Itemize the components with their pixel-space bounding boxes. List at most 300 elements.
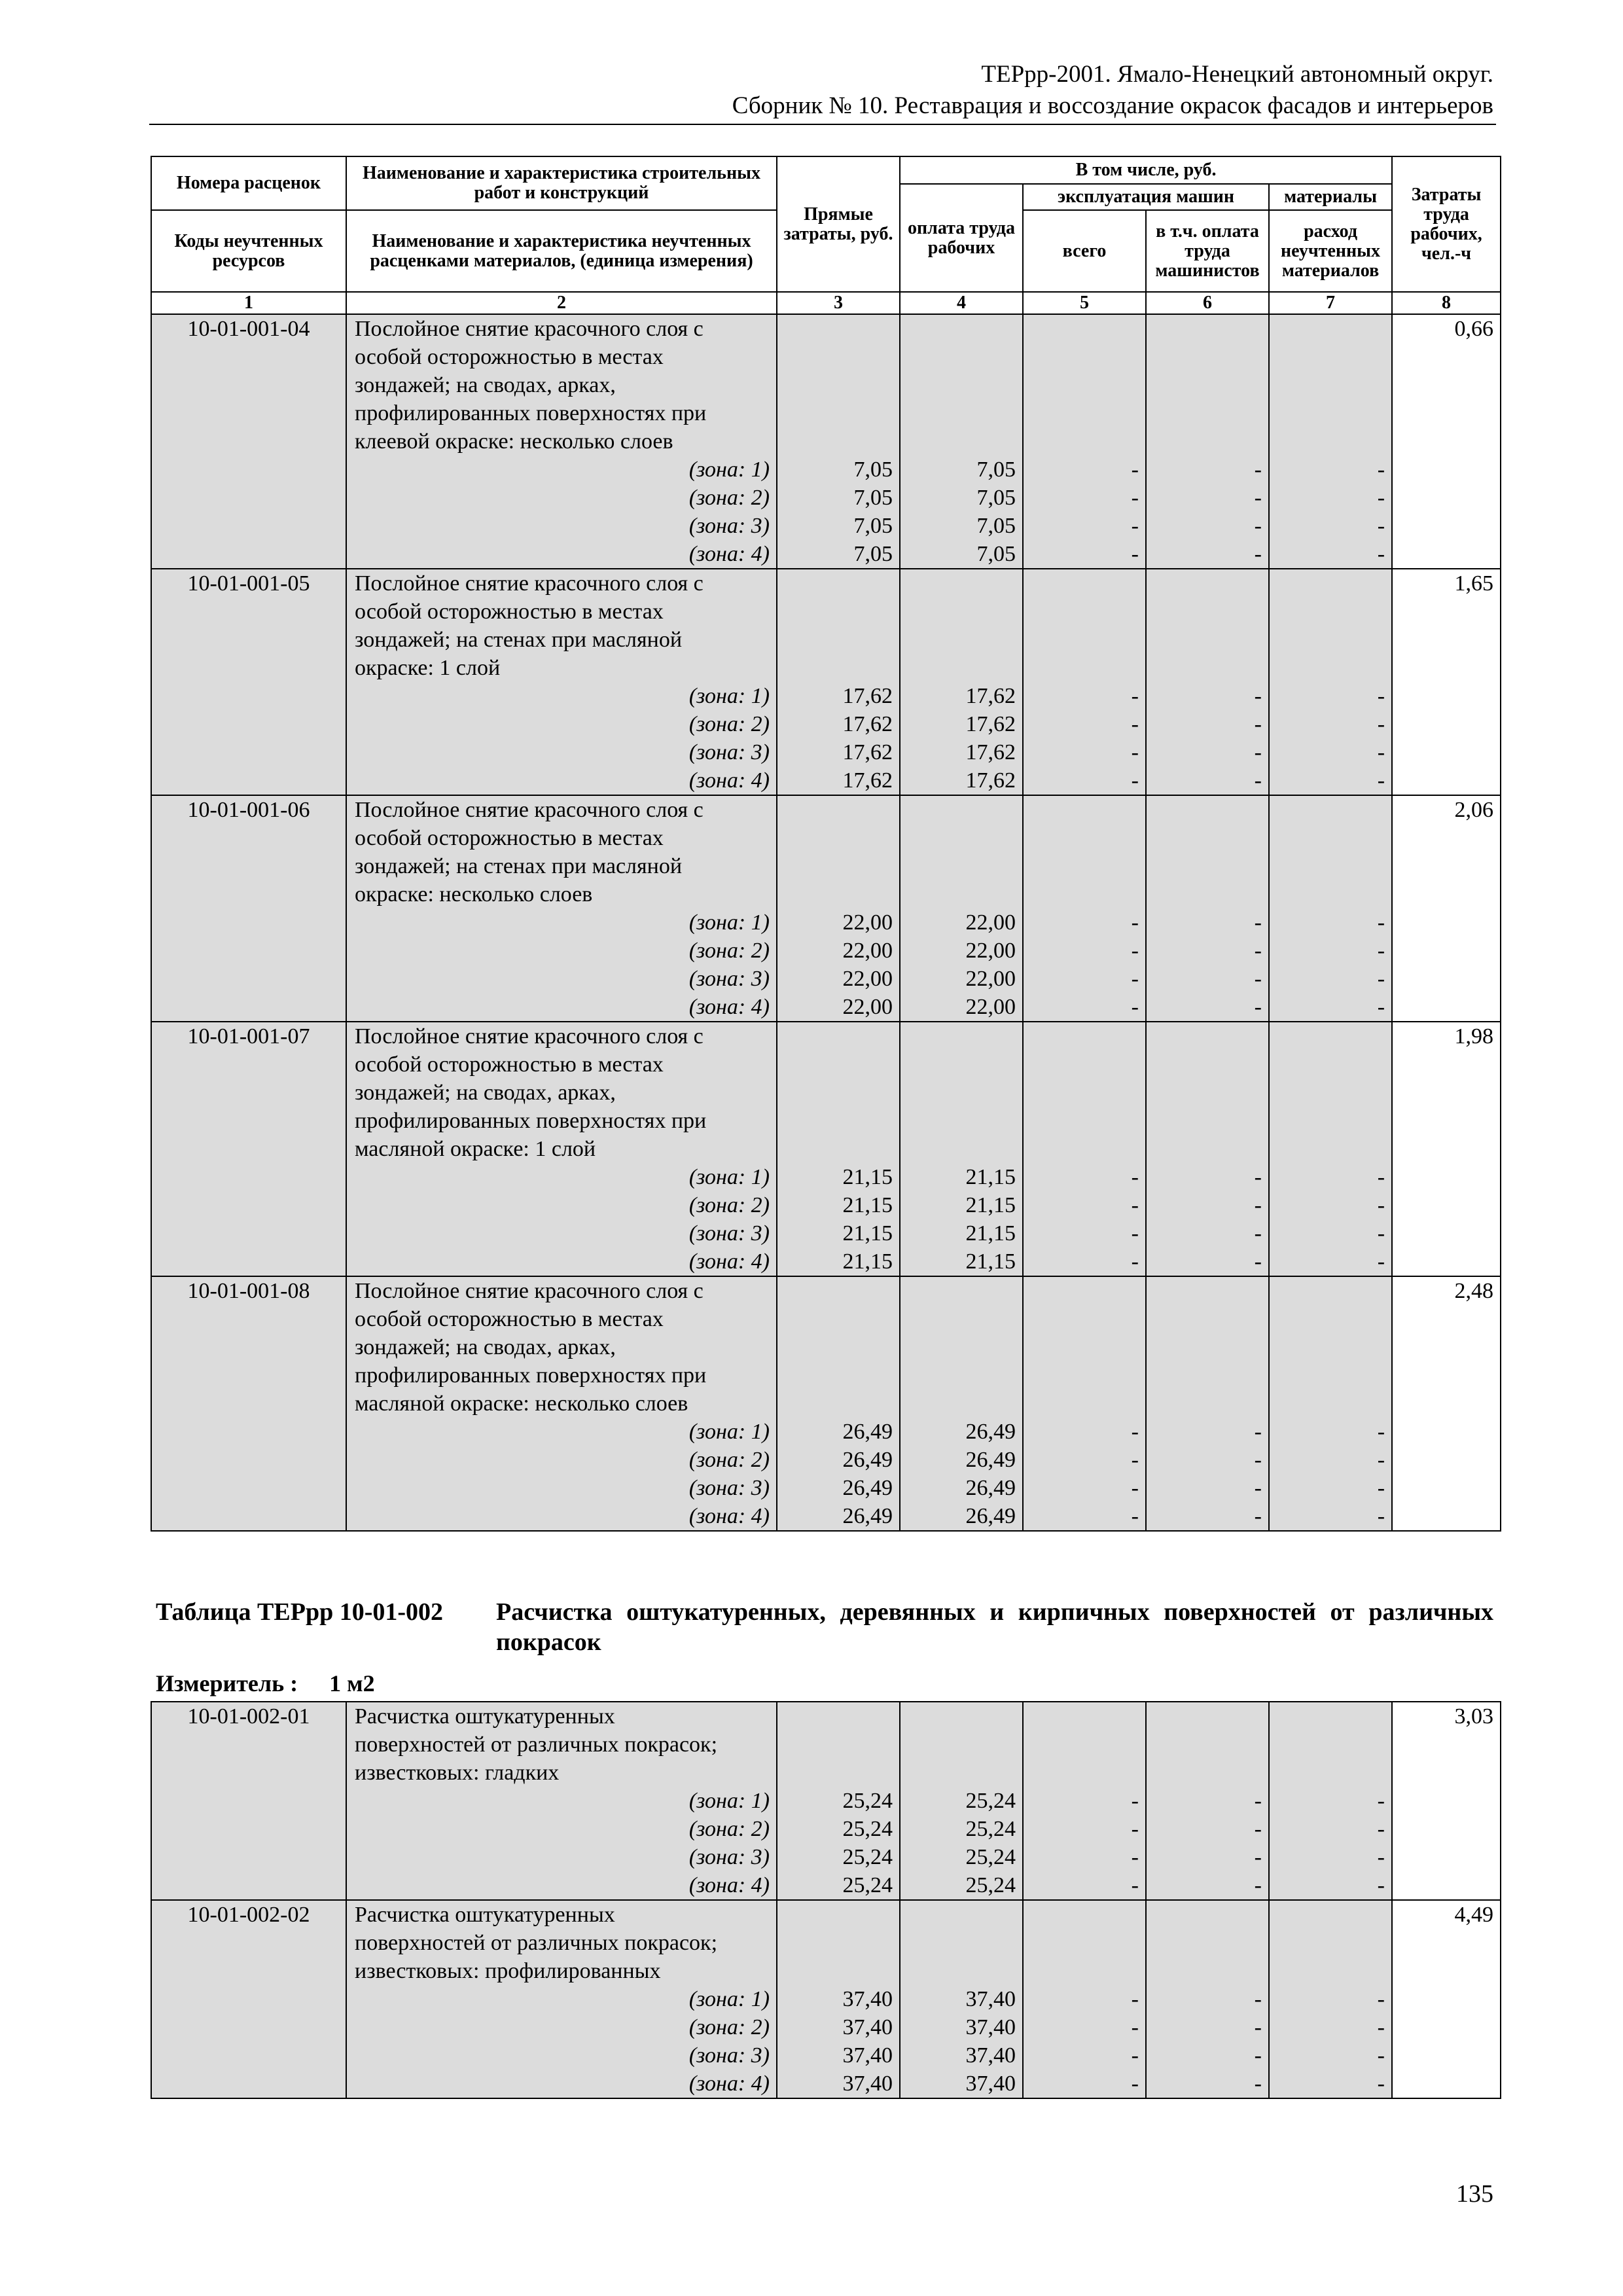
spacer-line <box>1024 1759 1139 1787</box>
spacer-line <box>901 399 1016 427</box>
spacer-line <box>1270 824 1385 852</box>
spacer-line <box>1024 315 1139 343</box>
spacer-line <box>1270 1361 1385 1390</box>
rate-code: 10-01-001-06 <box>151 795 346 1022</box>
spacer-line <box>1147 1929 1262 1957</box>
labor-cost: 2,48 <box>1392 1276 1501 1531</box>
machines-total-cell <box>1023 1900 1146 2098</box>
description-line: окраске: несколько слоев <box>355 882 593 906</box>
spacer-line <box>901 1361 1016 1390</box>
spacer-line <box>1024 1079 1139 1107</box>
spacer-line <box>1147 1901 1262 1929</box>
spacer-line <box>777 371 893 399</box>
spacer-line <box>1270 343 1385 371</box>
machinist-pay-value: - <box>1254 768 1262 793</box>
direct-cost-value: 37,40 <box>842 1987 893 2011</box>
machines-total-cell <box>1023 314 1146 569</box>
spacer-line <box>777 1107 893 1135</box>
spacer-line <box>1270 1731 1385 1759</box>
spacer-line <box>1024 427 1139 456</box>
direct-cost-value: 22,00 <box>842 967 893 991</box>
spacer-line <box>901 1333 1016 1361</box>
zone-label: (зона: 2) <box>688 486 770 510</box>
machines-total-value: - <box>1131 1165 1139 1189</box>
spacer-line <box>777 852 893 880</box>
machinist-pay-cell <box>1146 1022 1269 1276</box>
direct-cost-value: 26,49 <box>842 1476 893 1500</box>
direct-cost-value: 21,15 <box>842 1193 893 1217</box>
spacer-line <box>1147 654 1262 682</box>
machinist-pay-value: - <box>1254 1789 1262 1813</box>
spacer-line <box>1024 399 1139 427</box>
machines-total-value: - <box>1131 1789 1139 1813</box>
spacer-line <box>1270 1901 1385 1929</box>
spacer-line <box>901 343 1016 371</box>
spacer-line <box>1270 880 1385 908</box>
col-number: 2 <box>346 292 777 314</box>
col-head-including: В том числе, руб. <box>900 156 1392 184</box>
spacer-line <box>777 399 893 427</box>
spacer-line <box>1024 626 1139 654</box>
spacer-line <box>1024 343 1139 371</box>
material-use-cell <box>1269 1022 1392 1276</box>
zone-label: (зона: 3) <box>688 1845 770 1869</box>
spacer-line <box>901 1901 1016 1929</box>
description-line: зондажей; на сводах, арках, <box>355 1335 616 1359</box>
material-use-value: - <box>1377 514 1385 538</box>
machinist-pay-value: - <box>1254 514 1262 538</box>
direct-cost-value: 26,49 <box>842 1420 893 1444</box>
description-line: Послойное снятие красочного слоя с <box>355 571 704 596</box>
spacer-line <box>1270 598 1385 626</box>
spacer-line <box>901 427 1016 456</box>
machines-total-value: - <box>1131 1817 1139 1841</box>
spacer-line <box>1270 1079 1385 1107</box>
zone-label: (зона: 2) <box>688 712 770 736</box>
spacer-line <box>1147 427 1262 456</box>
spacer-line <box>1270 1135 1385 1163</box>
material-use-value: - <box>1377 740 1385 764</box>
description-line: масляной окраске: несколько слоев <box>355 1391 688 1416</box>
spacer-line <box>1147 598 1262 626</box>
zone-label: (зона: 4) <box>688 542 770 566</box>
description-line: масляной окраске: 1 слой <box>355 1137 596 1161</box>
machines-total-value: - <box>1131 939 1139 963</box>
spacer-line <box>901 852 1016 880</box>
spacer-line <box>901 824 1016 852</box>
table-row <box>151 795 1501 1022</box>
spacer-line <box>901 1929 1016 1957</box>
spacer-line <box>1024 1333 1139 1361</box>
direct-cost-value: 7,05 <box>853 514 893 538</box>
machines-total-cell <box>1023 1022 1146 1276</box>
measure-value: 1 м2 <box>329 1670 375 1696</box>
measure-unit <box>156 1669 375 1698</box>
machinist-pay-value: - <box>1254 684 1262 708</box>
spacer-line <box>1024 1731 1139 1759</box>
workers-pay-value: 17,62 <box>965 768 1016 793</box>
machines-total-value: - <box>1131 1476 1139 1500</box>
spacer-line <box>1024 824 1139 852</box>
machines-total-value: - <box>1131 542 1139 566</box>
spacer-line <box>1270 1305 1385 1333</box>
zone-label: (зона: 3) <box>688 967 770 991</box>
work-description <box>346 1276 777 1531</box>
col-number: 5 <box>1023 292 1146 314</box>
spacer-line <box>1270 569 1385 598</box>
col-number: 3 <box>777 292 900 314</box>
spacer-line <box>1147 343 1262 371</box>
zone-label: (зона: 2) <box>688 1448 770 1472</box>
workers-pay-value: 17,62 <box>965 684 1016 708</box>
spacer-line <box>777 1702 893 1731</box>
spacer-line <box>777 654 893 682</box>
machines-total-value: - <box>1131 2015 1139 2039</box>
machines-total-value: - <box>1131 740 1139 764</box>
machinist-pay-value: - <box>1254 1165 1262 1189</box>
direct-cost-value: 21,15 <box>842 1249 893 1274</box>
description-line: особой осторожностью в местах <box>355 826 664 850</box>
machines-total-value: - <box>1131 486 1139 510</box>
col-head-direct-costs: Прямые затраты, руб. <box>777 156 900 292</box>
workers-pay-value: 26,49 <box>965 1420 1016 1444</box>
machines-total-cell <box>1023 569 1146 795</box>
spacer-line <box>1147 1277 1262 1305</box>
workers-pay-value: 37,40 <box>965 2043 1016 2068</box>
table-row <box>151 1702 1501 1900</box>
workers-pay-cell <box>900 1022 1023 1276</box>
description-line: зондажей; на стенах при масляной <box>355 628 683 652</box>
material-use-value: - <box>1377 1987 1385 2011</box>
description-line: клеевой окраске: несколько слоев <box>355 429 673 454</box>
spacer-line <box>1270 1957 1385 1985</box>
machines-total-value: - <box>1131 967 1139 991</box>
table-2-title: Расчистка оштукатуренных, деревянных и кирпичных поверхностей от различных покрасок <box>496 1598 1493 1656</box>
material-use-value: - <box>1377 1420 1385 1444</box>
spacer-line <box>1024 371 1139 399</box>
spacer-line <box>1147 1333 1262 1361</box>
spacer-line <box>1024 1135 1139 1163</box>
zone-label: (зона: 4) <box>688 1249 770 1274</box>
machines-total-value: - <box>1131 1221 1139 1246</box>
direct-cost-value: 22,00 <box>842 939 893 963</box>
description-line: профилированных поверхностях при <box>355 1363 707 1388</box>
spacer-line <box>1147 626 1262 654</box>
col-head-material-names: Наименование и характеристика неучтенных расценками материалов, (единица измерения) <box>346 210 777 292</box>
spacer-line <box>901 569 1016 598</box>
spacer-line <box>1270 1702 1385 1731</box>
zone-label: (зона: 4) <box>688 1504 770 1528</box>
col-number: 7 <box>1269 292 1392 314</box>
spacer-line <box>1270 852 1385 880</box>
workers-pay-cell <box>900 314 1023 569</box>
workers-pay-value: 21,15 <box>965 1165 1016 1189</box>
work-description <box>346 1702 777 1900</box>
spacer-line <box>901 1135 1016 1163</box>
material-use-value: - <box>1377 1193 1385 1217</box>
material-use-cell <box>1269 1900 1392 2098</box>
machinist-pay-value: - <box>1254 1476 1262 1500</box>
col-head-rate-numbers: Номера расценок <box>151 156 346 210</box>
labor-cost: 4,49 <box>1392 1900 1501 2098</box>
description-line: известковых: гладких <box>355 1761 560 1785</box>
spacer-line <box>777 1759 893 1787</box>
material-use-value: - <box>1377 995 1385 1019</box>
spacer-line <box>1147 1022 1262 1050</box>
spacer-line <box>1024 796 1139 824</box>
description-line: зондажей; на сводах, арках, <box>355 373 616 397</box>
zone-label: (зона: 3) <box>688 2043 770 2068</box>
machinist-pay-cell <box>1146 1276 1269 1531</box>
direct-cost-value: 17,62 <box>842 684 893 708</box>
labor-cost: 3,03 <box>1392 1702 1501 1900</box>
zone-label: (зона: 1) <box>688 1165 770 1189</box>
machines-total-cell <box>1023 1702 1146 1900</box>
machines-total-value: - <box>1131 712 1139 736</box>
direct-cost-value: 25,24 <box>842 1817 893 1841</box>
material-use-value: - <box>1377 967 1385 991</box>
zone-label: (зона: 4) <box>688 995 770 1019</box>
material-use-value: - <box>1377 1873 1385 1897</box>
spacer-line <box>777 1390 893 1418</box>
machines-total-value: - <box>1131 1987 1139 2011</box>
machinist-pay-value: - <box>1254 1817 1262 1841</box>
workers-pay-value: 26,49 <box>965 1504 1016 1528</box>
spacer-line <box>777 796 893 824</box>
work-description <box>346 569 777 795</box>
material-use-value: - <box>1377 939 1385 963</box>
spacer-line <box>1024 1702 1139 1731</box>
workers-pay-value: 25,24 <box>965 1845 1016 1869</box>
workers-pay-value: 22,00 <box>965 939 1016 963</box>
col-number: 6 <box>1146 292 1269 314</box>
workers-pay-value: 25,24 <box>965 1817 1016 1841</box>
spacer-line <box>777 1305 893 1333</box>
labor-cost: 0,66 <box>1392 314 1501 569</box>
work-description <box>346 314 777 569</box>
spacer-line <box>901 1390 1016 1418</box>
spacer-line <box>901 1957 1016 1985</box>
machines-total-cell <box>1023 1276 1146 1531</box>
spacer-line <box>1270 427 1385 456</box>
spacer-line <box>777 1361 893 1390</box>
material-use-value: - <box>1377 768 1385 793</box>
material-use-value: - <box>1377 712 1385 736</box>
material-use-value: - <box>1377 2072 1385 2096</box>
rates-table-header <box>151 156 1501 1532</box>
spacer-line <box>1270 1333 1385 1361</box>
labor-cost: 1,65 <box>1392 569 1501 795</box>
zone-label: (зона: 2) <box>688 939 770 963</box>
spacer-line <box>1147 1957 1262 1985</box>
zone-label: (зона: 4) <box>688 1873 770 1897</box>
material-use-value: - <box>1377 910 1385 935</box>
workers-pay-value: 25,24 <box>965 1789 1016 1813</box>
spacer-line <box>1024 1361 1139 1390</box>
rate-code: 10-01-002-02 <box>151 1900 346 2098</box>
description-line: профилированных поверхностях при <box>355 1109 707 1133</box>
zone-label: (зона: 2) <box>688 1817 770 1841</box>
spacer-line <box>1270 371 1385 399</box>
spacer-line <box>777 1022 893 1050</box>
spacer-line <box>777 569 893 598</box>
workers-pay-value: 22,00 <box>965 910 1016 935</box>
spacer-line <box>1147 796 1262 824</box>
spacer-line <box>1024 1277 1139 1305</box>
spacer-line <box>777 1135 893 1163</box>
machinist-pay-cell <box>1146 1702 1269 1900</box>
spacer-line <box>777 1929 893 1957</box>
spacer-line <box>1270 654 1385 682</box>
machinist-pay-value: - <box>1254 2043 1262 2068</box>
work-description <box>346 1900 777 2098</box>
spacer-line <box>1147 1107 1262 1135</box>
description-line: профилированных поверхностях при <box>355 401 707 425</box>
spacer-line <box>777 1333 893 1361</box>
spacer-line <box>901 796 1016 824</box>
material-use-cell <box>1269 314 1392 569</box>
workers-pay-value: 17,62 <box>965 712 1016 736</box>
spacer-line <box>901 1759 1016 1787</box>
description-line: Послойное снятие красочного слоя с <box>355 1024 704 1049</box>
workers-pay-value: 22,00 <box>965 995 1016 1019</box>
col-number: 8 <box>1392 292 1501 314</box>
spacer-line <box>1024 654 1139 682</box>
description-line: окраске: 1 слой <box>355 656 501 680</box>
spacer-line <box>777 626 893 654</box>
spacer-line <box>1024 1901 1139 1929</box>
spacer-line <box>1024 852 1139 880</box>
material-use-value: - <box>1377 1789 1385 1813</box>
spacer-line <box>1147 1050 1262 1079</box>
machines-total-value: - <box>1131 684 1139 708</box>
material-use-value: - <box>1377 1845 1385 1869</box>
machines-total-value: - <box>1131 768 1139 793</box>
machinist-pay-value: - <box>1254 1193 1262 1217</box>
machinist-pay-value: - <box>1254 486 1262 510</box>
zone-label: (зона: 3) <box>688 1476 770 1500</box>
zone-label: (зона: 2) <box>688 1193 770 1217</box>
material-use-cell <box>1269 795 1392 1022</box>
description-line: особой осторожностью в местах <box>355 345 664 369</box>
rate-code: 10-01-001-05 <box>151 569 346 795</box>
spacer-line <box>1024 1050 1139 1079</box>
spacer-line <box>1024 1390 1139 1418</box>
spacer-line <box>1147 569 1262 598</box>
spacer-line <box>1147 1759 1262 1787</box>
workers-pay-cell <box>900 1702 1023 1900</box>
work-description <box>346 1022 777 1276</box>
spacer-line <box>1270 1277 1385 1305</box>
spacer-line <box>1147 399 1262 427</box>
machines-total-value: - <box>1131 1249 1139 1274</box>
spacer-line <box>901 1702 1016 1731</box>
spacer-line <box>1270 1050 1385 1079</box>
direct-cost-cell <box>777 795 900 1022</box>
direct-cost-value: 21,15 <box>842 1165 893 1189</box>
spacer-line <box>777 1277 893 1305</box>
spacer-line <box>1147 1079 1262 1107</box>
material-use-cell <box>1269 1276 1392 1531</box>
workers-pay-value: 25,24 <box>965 1873 1016 1897</box>
description-line: Послойное снятие красочного слоя с <box>355 1279 704 1303</box>
spacer-line <box>1024 880 1139 908</box>
spacer-line <box>1147 1702 1262 1731</box>
machinist-pay-value: - <box>1254 939 1262 963</box>
workers-pay-value: 37,40 <box>965 2015 1016 2039</box>
direct-cost-value: 22,00 <box>842 995 893 1019</box>
workers-pay-value: 26,49 <box>965 1448 1016 1472</box>
machinist-pay-value: - <box>1254 967 1262 991</box>
machinist-pay-value: - <box>1254 1873 1262 1897</box>
spacer-line <box>901 880 1016 908</box>
zone-label: (зона: 3) <box>688 1221 770 1246</box>
spacer-line <box>777 598 893 626</box>
machines-total-value: - <box>1131 910 1139 935</box>
direct-cost-value: 7,05 <box>853 457 893 482</box>
spacer-line <box>901 371 1016 399</box>
material-use-value: - <box>1377 1165 1385 1189</box>
spacer-line <box>1270 796 1385 824</box>
spacer-line <box>1147 1361 1262 1390</box>
spacer-line <box>777 315 893 343</box>
machinist-pay-value: - <box>1254 1987 1262 2011</box>
direct-cost-cell <box>777 1702 900 1900</box>
machinist-pay-value: - <box>1254 995 1262 1019</box>
measure-label: Измеритель : <box>156 1670 298 1696</box>
col-head-machinist-pay: в т.ч. оплата труда машинистов <box>1146 210 1269 292</box>
running-header-line-2: Сборник № 10. Реставрация и воссоздание окрасок фасадов и интерьеров <box>732 92 1493 119</box>
machinist-pay-value: - <box>1254 542 1262 566</box>
col-number: 1 <box>151 292 346 314</box>
spacer-line <box>901 1277 1016 1305</box>
workers-pay-cell <box>900 1276 1023 1531</box>
machinist-pay-value: - <box>1254 1448 1262 1472</box>
spacer-line <box>901 654 1016 682</box>
labor-cost: 1,98 <box>1392 1022 1501 1276</box>
machines-total-value: - <box>1131 1845 1139 1869</box>
direct-cost-value: 7,05 <box>853 486 893 510</box>
rate-code: 10-01-001-07 <box>151 1022 346 1276</box>
rate-code: 10-01-002-01 <box>151 1702 346 1900</box>
spacer-line <box>1147 371 1262 399</box>
spacer-line <box>1270 1390 1385 1418</box>
workers-pay-value: 21,15 <box>965 1193 1016 1217</box>
direct-cost-value: 21,15 <box>842 1221 893 1246</box>
machines-total-value: - <box>1131 1873 1139 1897</box>
spacer-line <box>777 1079 893 1107</box>
workers-pay-cell <box>900 569 1023 795</box>
spacer-line <box>1147 880 1262 908</box>
direct-cost-cell <box>777 1022 900 1276</box>
description-line: Расчистка оштукатуренных <box>355 1903 615 1927</box>
machinist-pay-cell <box>1146 1900 1269 2098</box>
description-line: Расчистка оштукатуренных <box>355 1704 615 1729</box>
machines-total-value: - <box>1131 514 1139 538</box>
machinist-pay-cell <box>1146 569 1269 795</box>
material-use-value: - <box>1377 542 1385 566</box>
direct-cost-value: 26,49 <box>842 1504 893 1528</box>
direct-cost-value: 26,49 <box>842 1448 893 1472</box>
col-head-machines-total: всего <box>1023 210 1146 292</box>
direct-cost-value: 7,05 <box>853 542 893 566</box>
direct-cost-value: 37,40 <box>842 2072 893 2096</box>
spacer-line <box>1147 824 1262 852</box>
spacer-line <box>1270 1929 1385 1957</box>
col-head-labor-costs: Затраты труда рабочих, чел.-ч <box>1392 156 1501 292</box>
spacer-line <box>1024 569 1139 598</box>
workers-pay-value: 37,40 <box>965 1987 1016 2011</box>
